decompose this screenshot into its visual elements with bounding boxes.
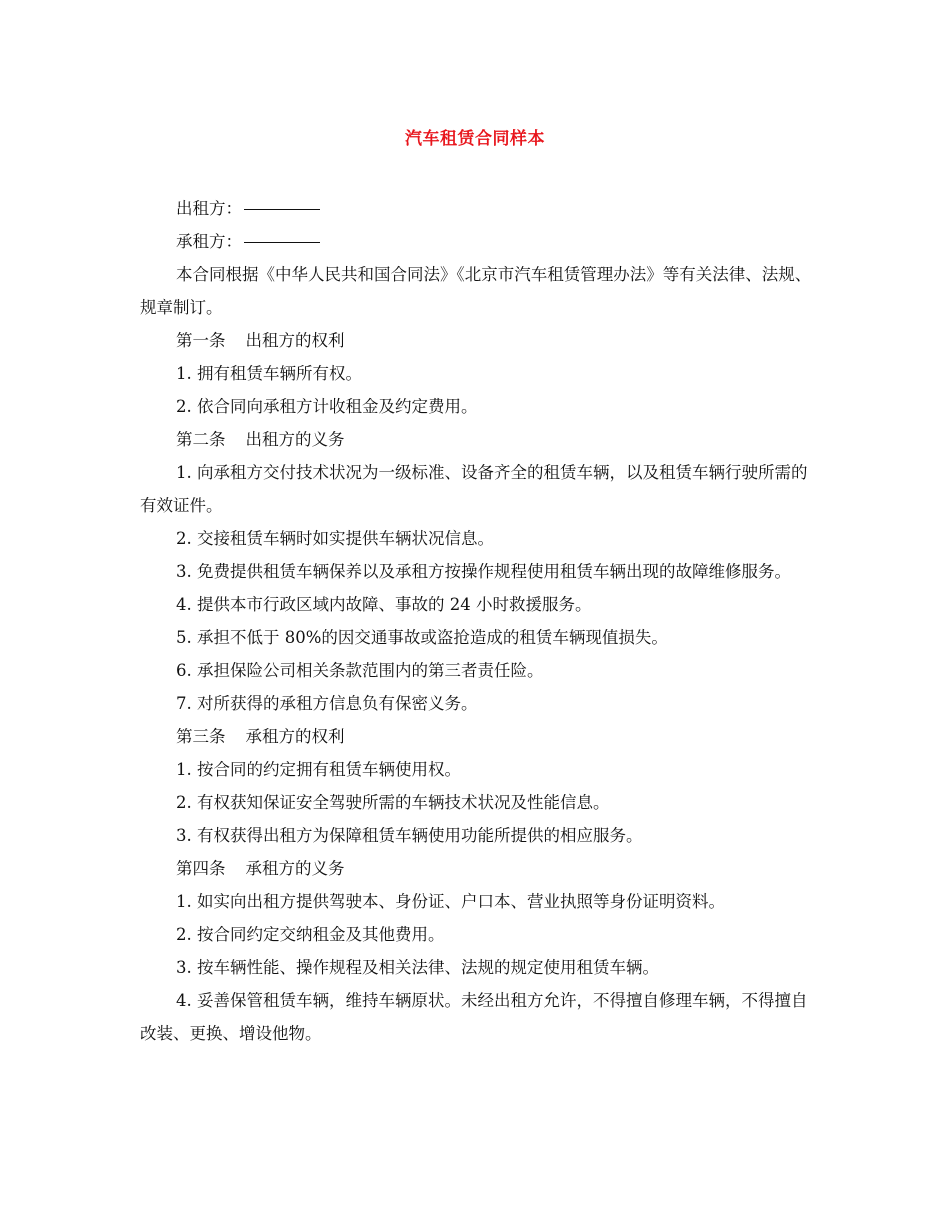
lessor-label: 出租方： [176,199,242,218]
lessor-blank [244,208,320,210]
clause-item: 5. 承担不低于 80%的因交通事故或盗抢造成的租赁车辆现值损失。 [176,628,668,647]
section-title: 出租方的义务 [245,430,345,449]
clause-item: 4. 提供本市行政区域内故障、事故的 24 小时救援服务。 [176,595,592,614]
clause-item: 2. 交接租赁车辆时如实提供车辆状况信息。 [176,529,494,548]
clause-item: 7. 对所获得的承租方信息负有保密义务。 [176,694,478,713]
section-title: 出租方的权利 [245,331,345,350]
section-number: 第三条 [176,727,226,746]
clause-item: 4. 妥善保管租赁车辆，维持车辆原状。未经出租方允许，不得擅自修理车辆，不得擅自改装、更换、增设他物。 [140,991,808,1043]
clause-item: 2. 按合同约定交纳租金及其他费用。 [176,925,445,944]
section-number: 第二条 [176,430,226,449]
section-number: 第一条 [176,331,226,350]
clause-item: 2. 有权获知保证安全驾驶所需的车辆技术状况及性能信息。 [176,793,610,812]
intro-paragraph: 本合同根据《中华人民共和国合同法》《北京市汽车租赁管理办法》等有关法律、法规、规章制订。 [140,265,812,317]
section-heading [140,324,820,357]
lessee-label: 承租方： [176,232,242,251]
section-heading [140,852,820,885]
section-title: 承租方的义务 [245,859,345,878]
section-heading [140,423,820,456]
clause-item: 1. 按合同的约定拥有租赁车辆使用权。 [176,760,461,779]
clause-item: 2. 依合同向承租方计收租金及约定费用。 [176,397,478,416]
clause-item: 3. 有权获得出租方为保障租赁车辆使用功能所提供的相应服务。 [176,826,643,845]
lessee-line [140,225,820,258]
section-number: 第四条 [176,859,226,878]
document-title: 汽车租赁合同样本 [405,129,545,149]
clause-item: 3. 免费提供租赁车辆保养以及承租方按操作规程使用租赁车辆出现的故障维修服务。 [176,562,791,581]
clause-item: 3. 按车辆性能、操作规程及相关法律、法规的规定使用租赁车辆。 [176,958,659,977]
lessee-blank [244,241,320,243]
document-body [140,192,820,1050]
lessor-line [140,192,820,225]
clause-item: 1. 向承租方交付技术状况为一级标准、设备齐全的租赁车辆，以及租赁车辆行驶所需的有效证件。 [140,463,808,515]
clause-item: 1. 拥有租赁车辆所有权。 [176,364,362,383]
clause-item: 1. 如实向出租方提供驾驶本、身份证、户口本、营业执照等身份证明资料。 [176,892,725,911]
clause-item: 6. 承担保险公司相关条款范围内的第三者责任险。 [176,661,544,680]
section-heading [140,720,820,753]
section-title: 承租方的权利 [245,727,345,746]
